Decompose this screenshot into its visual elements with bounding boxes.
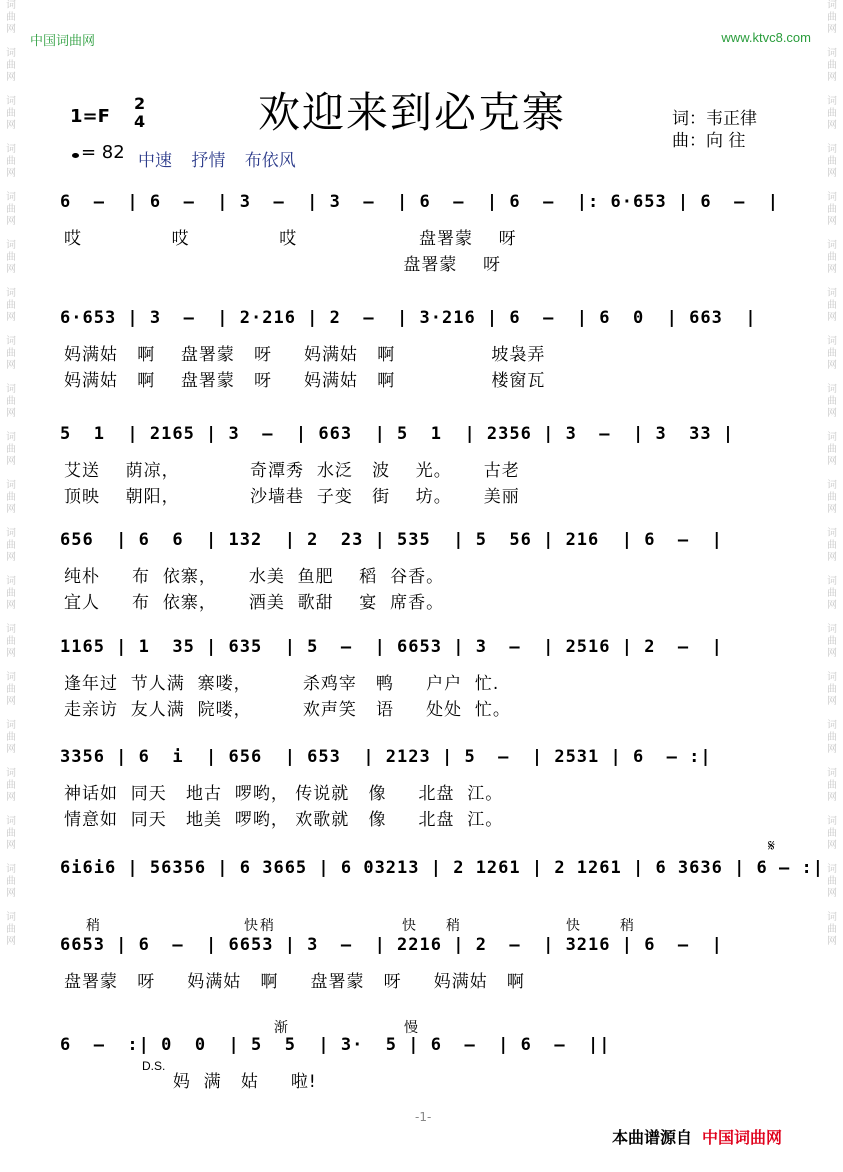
notation-line: 5 1 | 2165 | 3 – | 663 | 5 1 | 2356 | 3 – | 3 33 | [60, 424, 735, 444]
lyric-verse-2: 走亲访 友人满 院喽， 欢声笑 语 处处 忙。 [64, 700, 511, 720]
dal-segno-mark: D.S. [142, 1059, 166, 1073]
source-label: 本曲谱源自 [612, 1128, 693, 1147]
song-title: 欢迎来到必克寨 [258, 88, 567, 137]
notation-line: 6i6i6 | 56356 | 6 3665 | 6 03213 | 2 1261 | 2 1261 | 6 3636 | 6 – :| [60, 858, 824, 878]
lyric-verse-1: 神话如 同天 地古 啰哟， 传说就 像 北盘 江。 [64, 784, 504, 804]
tempo-mark-kuai: 快 [244, 918, 258, 934]
lyric-verse-1: 艾送 荫凉， 奇潭秀 水泛 波 光。 古老 [64, 461, 520, 481]
tempo-mark-kuai: 快 [402, 918, 416, 934]
lyric-verse-1: 盘署蒙 呀 妈满姑 啊 盘署蒙 呀 妈满姑 啊 [64, 972, 525, 992]
lyric-verse-2: 盘署蒙 呀 [64, 255, 502, 275]
tempo-mark-shao: 稍 [86, 918, 100, 934]
tempo-mark-man: 慢 [404, 1020, 418, 1036]
notation-line: 6 – :| 0 0 | 5 5 | 3· 5 | 6 – | 6 – || [60, 1035, 611, 1055]
source-credit [612, 1125, 782, 1148]
notation-line: 6·653 | 3 – | 2·216 | 2 – | 3·216 | 6 – | 6 0 | 663 | [60, 308, 757, 328]
tempo-mark-kuai: 快 [566, 918, 580, 934]
key-signature: 1=F [70, 106, 110, 127]
lyric-verse-1: 妈 满 姑 啦! [64, 1072, 317, 1092]
lyric-verse-1: 妈满姑 啊 盘署蒙 呀 妈满姑 啊 坡袅弄 [64, 345, 546, 365]
tempo-mark-shao: 稍 [620, 918, 634, 934]
lyric-verse-2: 妈满姑 啊 盘署蒙 呀 妈满姑 啊 楼窗瓦 [64, 371, 546, 391]
lyric-verse-1: 逢年过 节人满 寨喽， 杀鸡宰 鸭 户户 忙. [64, 674, 500, 694]
lyricist: 词：韦正律 [672, 109, 757, 129]
lyric-verse-2: 顶映 朝阳， 沙墙巷 子变 街 坊。 美丽 [64, 487, 520, 507]
time-signature [134, 95, 145, 131]
notation-line: 6653 | 6 – | 6653 | 3 – | 2216 | 2 – | 3216 | 6 – | [60, 935, 723, 955]
tempo-mark-jian: 渐 [274, 1020, 288, 1036]
tempo-mark-shao: 稍 [446, 918, 460, 934]
tempo-marking [72, 142, 125, 163]
site-name-top-left: 中国词曲网 [30, 34, 96, 49]
composer: 曲：向 往 [672, 131, 746, 151]
style-description: 中速 抒情 布依风 [138, 151, 296, 171]
meter-top: 2 [134, 94, 146, 113]
notation-line: 1165 | 1 35 | 635 | 5 – | 6653 | 3 – | 2516 | 2 – | [60, 637, 723, 657]
segno-icon: 𝄋 [768, 836, 775, 855]
quarter-note-icon [72, 153, 79, 158]
side-watermark-right: 词 曲 网 词 曲 网 词 曲 网 词 曲 网 词 曲 网 词 曲 网 词 曲 网 词 曲 网 词 曲 网 词 曲 网 词 曲 网 词 曲 网 词 曲 网 词 曲 网 词 曲 网 词 曲 网 词 曲 网 词 曲 网 词 曲 网 词 曲 网 [827, 0, 837, 947]
lyric-verse-1: 哎 哎 哎 盘署蒙 呀 [64, 229, 517, 249]
page-number: -1- [415, 1110, 432, 1124]
notation-line: 6 – | 6 – | 3 – | 3 – | 6 – | 6 – |: 6·653 | 6 – | [60, 192, 780, 212]
credits [672, 108, 757, 152]
notation-line: 656 | 6 6 | 132 | 2 23 | 535 | 5 56 | 216 | 6 – | [60, 530, 723, 550]
notation-line: 3356 | 6 i | 656 | 653 | 2123 | 5 – | 2531 | 6 – :| [60, 747, 712, 767]
side-watermark-left: 词 曲 网 词 曲 网 词 曲 网 词 曲 网 词 曲 网 词 曲 网 词 曲 网 词 曲 网 词 曲 网 词 曲 网 词 曲 网 词 曲 网 词 曲 网 词 曲 网 词 曲 网 词 曲 网 词 曲 网 词 曲 网 词 曲 网 词 曲 网 [6, 0, 16, 947]
lyric-verse-2: 宜人 布 依寨， 酒美 歌甜 宴 席香。 [64, 593, 445, 613]
tempo-value: = 82 [81, 142, 125, 163]
source-site-link[interactable]: 中国词曲网 [702, 1128, 783, 1147]
lyric-verse-2: 情意如 同天 地美 啰哟， 欢歌就 像 北盘 江。 [64, 810, 504, 830]
tempo-mark-shao: 稍 [260, 918, 274, 934]
lyric-verse-1: 纯朴 布 依寨， 水美 鱼肥 稻 谷香。 [64, 567, 445, 587]
meter-bottom: 4 [134, 112, 146, 131]
site-url-top-right[interactable]: www.ktvc8.com [721, 30, 811, 45]
